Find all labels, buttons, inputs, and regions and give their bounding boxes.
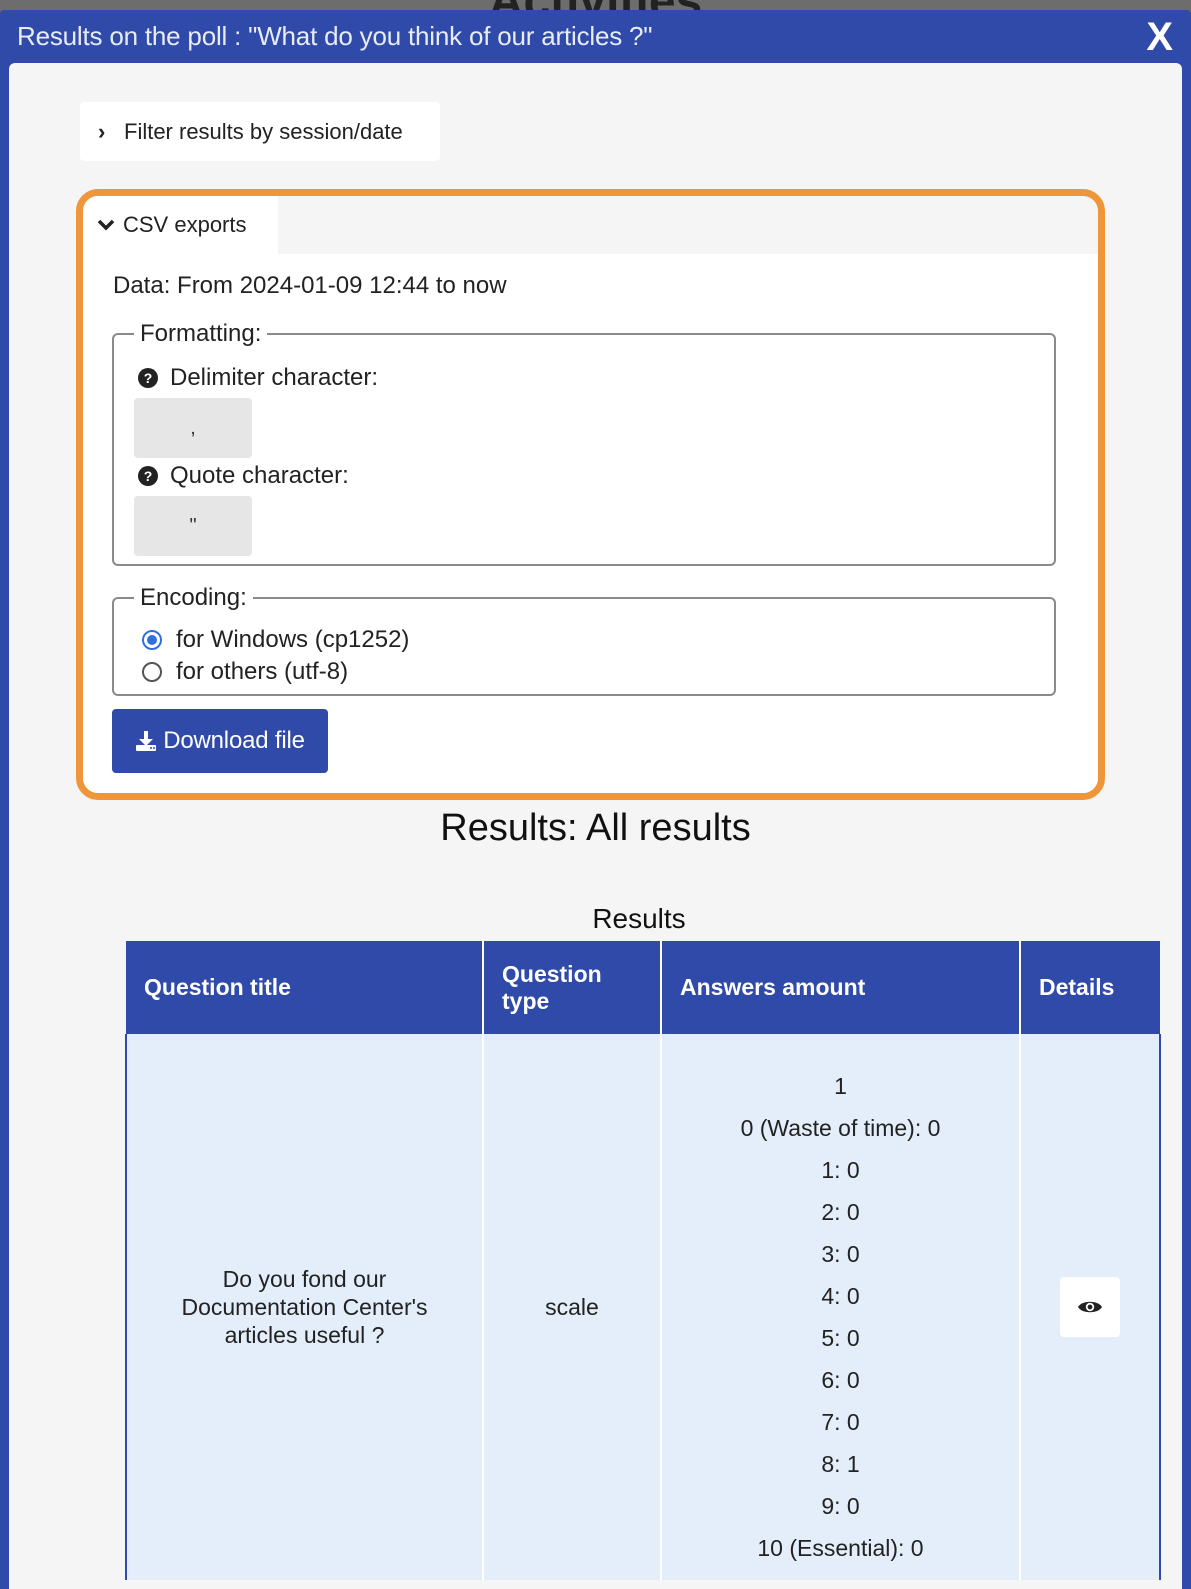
answer-item: 5: 0 bbox=[821, 1325, 860, 1351]
csv-exports-toggle[interactable] bbox=[83, 196, 278, 254]
quote-input[interactable] bbox=[134, 496, 252, 556]
answer-item: 3: 0 bbox=[821, 1241, 860, 1267]
filter-label: Filter results by session/date bbox=[124, 118, 403, 144]
answer-item: 10 (Essential): 0 bbox=[757, 1535, 924, 1561]
encoding-option-windows[interactable] bbox=[142, 626, 409, 654]
question-title: Do you fond our Documentation Center's articles useful ? bbox=[181, 1266, 428, 1348]
help-icon[interactable]: ? bbox=[138, 368, 158, 388]
download-label: Download file bbox=[163, 727, 305, 754]
answers-amount-cell bbox=[661, 1034, 1020, 1580]
formatting-group bbox=[112, 320, 1056, 566]
encoding-legend: Encoding: bbox=[140, 584, 247, 611]
download-icon bbox=[135, 730, 157, 752]
delimiter-label-row bbox=[138, 364, 378, 392]
answer-total: 1 bbox=[834, 1073, 847, 1099]
csv-export-panel bbox=[76, 189, 1105, 800]
encoding-group bbox=[112, 584, 1056, 696]
answer-item: 8: 1 bbox=[821, 1451, 860, 1477]
table-caption: Results bbox=[592, 903, 686, 934]
question-title-cell bbox=[126, 1034, 483, 1580]
results-table bbox=[125, 941, 1161, 1580]
column-header-question-type: Question type bbox=[483, 941, 661, 1034]
details-cell bbox=[1020, 1034, 1160, 1580]
csv-exports-label: CSV exports bbox=[123, 212, 247, 237]
answer-item: 0 (Waste of time): 0 bbox=[740, 1115, 941, 1141]
column-header-answers-amount: Answers amount bbox=[661, 941, 1020, 1034]
encoding-option-label: for others (utf-8) bbox=[176, 658, 349, 685]
radio-button-checked[interactable] bbox=[142, 630, 162, 650]
column-header-question-title: Question title bbox=[126, 941, 483, 1034]
delimiter-label: Delimiter character: bbox=[170, 364, 379, 391]
view-details-button[interactable] bbox=[1060, 1277, 1120, 1337]
column-header-details: Details bbox=[1020, 941, 1160, 1034]
encoding-option-utf8[interactable] bbox=[142, 658, 348, 686]
modal-title: Results on the poll : "What do you think of our articles ?" bbox=[17, 20, 653, 51]
quote-label: Quote character: bbox=[170, 462, 349, 489]
delimiter-input[interactable] bbox=[134, 398, 252, 458]
results-title: Results: All results bbox=[440, 807, 751, 849]
chevron-down-icon bbox=[97, 212, 117, 238]
help-icon[interactable]: ? bbox=[138, 466, 158, 486]
results-modal bbox=[0, 10, 1191, 1589]
radio-button[interactable] bbox=[142, 662, 162, 682]
encoding-option-label: for Windows (cp1252) bbox=[176, 626, 410, 653]
answer-item: 7: 0 bbox=[821, 1409, 860, 1435]
question-type-cell: scale bbox=[483, 1034, 661, 1580]
answer-item: 6: 0 bbox=[821, 1367, 860, 1393]
modal-header bbox=[0, 10, 1191, 62]
answer-item: 4: 0 bbox=[821, 1283, 860, 1309]
answer-item: 2: 0 bbox=[821, 1199, 860, 1225]
close-button[interactable]: X bbox=[1146, 15, 1173, 59]
modal-body bbox=[9, 63, 1182, 1589]
chevron-right-icon: › bbox=[98, 118, 106, 144]
table-row bbox=[126, 1034, 1160, 1580]
answer-item: 1: 0 bbox=[821, 1157, 860, 1183]
data-range: Data: From 2024-01-09 12:44 to now bbox=[113, 272, 507, 299]
eye-icon bbox=[1077, 1298, 1103, 1316]
quote-label-row bbox=[138, 462, 349, 490]
answer-item: 9: 0 bbox=[821, 1493, 860, 1519]
filter-toggle[interactable] bbox=[80, 102, 440, 161]
download-file-button[interactable] bbox=[112, 709, 328, 773]
answers-list bbox=[663, 1035, 1018, 1579]
formatting-legend: Formatting: bbox=[140, 320, 262, 347]
csv-export-content bbox=[83, 254, 1098, 793]
